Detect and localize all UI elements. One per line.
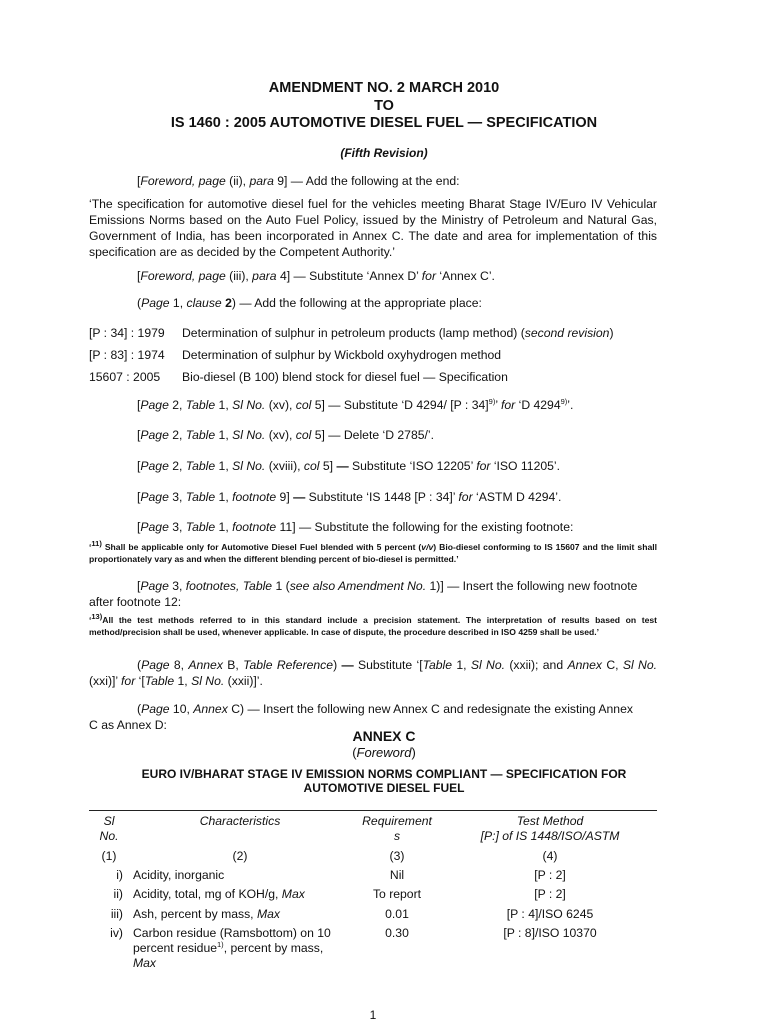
table-row-test-method: [P : 2] [534,868,566,882]
column-number: (3) [389,849,405,863]
amendment-new-footnote-cont: after footnote 12: [89,595,182,609]
table-row-test-method: [P : 8]/ISO 10370 [503,926,597,940]
table-row-test-method: [P : 2] [534,887,566,901]
title-to: TO [374,98,394,114]
table-row-sl: ii) [113,887,123,901]
table-row-requirement: 0.01 [385,907,409,921]
footnote-11-text: ‘$^{11)}$ Shall be applicable only for Automotive Diesel Fuel blended with 5 percent (v/v) Bio-diesel conforming to IS 15607 and the limit shall proportionately vary as and when the different blending percent of bio-diesel is permitted.’ [89,539,657,564]
annex-subtitle: (Foreword) [352,745,416,760]
table-header-requirements: Requirement s [362,814,432,843]
annex-heading-line1: EURO IV/BHARAT STAGE IV EMISSION NORMS COMPLIANT — SPECIFICATION FOR [141,767,627,781]
reference-description: Bio-diesel (B 100) blend stock for diesel fuel — Specification [182,370,508,384]
amendment-table1-xv-delete: [Page 2, Table 1, Sl No. (xv), col 5] — Delete ‘D 2785/’. [137,428,434,442]
page-number: 1 [369,1008,377,1022]
annex-title: ANNEX C [352,728,416,744]
table-header-sl: Sl No. [99,814,119,843]
reference-code: 15607 : 2005 [89,370,161,384]
amendment-insert-annex-c-cont: C as Annex D: [89,718,167,732]
amendment-table1-xv-substitute: [Page 2, Table 1, Sl No. (xv), col 5] — Substitute ‘D 4294/ [P : 34]$^{9)}$’ for ‘D 4294$^{9)}$’. [137,396,574,412]
table-row-characteristic: Acidity, total, mg of KOH/g, Max [133,887,305,901]
table-row-requirement: 0.30 [385,926,409,940]
table-row-characteristic: Ash, percent by mass, Max [133,907,280,921]
column-number: (2) [232,849,248,863]
column-number: (4) [542,849,558,863]
revision-label: (Fifth Revision) [340,146,428,160]
table-row-requirement: Nil [389,868,405,882]
table-header-test-method: Test Method [P:] of IS 1448/ISO/ASTM [480,814,620,843]
amendment-footnote11: [Page 3, Table 1, footnote 11] — Substitute the following for the existing footnote: [137,520,574,534]
reference-description: Determination of sulphur in petroleum products (lamp method) (second revision) [182,326,614,340]
column-number: (1) [101,849,117,863]
foreword-para9-instruction: [Foreword, page (ii), para 9] — Add the following at the end: [137,174,460,188]
standard-title: IS 1460 : 2005 AUTOMOTIVE DIESEL FUEL — SPECIFICATION [170,115,598,131]
reference-code: [P : 34] : 1979 [89,326,165,340]
clause2-instruction: (Page 1, clause 2) — Add the following at the appropriate place: [137,296,482,310]
table-row-requirement: To report [372,887,422,901]
amendment-new-footnote: [Page 3, footnotes, Table 1 (see also Amendment No. 1)] — Insert the following new footnote [137,579,638,593]
table-top-rule [89,810,657,811]
table-row-sl: iii) [110,907,123,921]
reference-code: [P : 83] : 1974 [89,348,165,362]
foreword-para4-instruction: [Foreword, page (iii), para 4] — Substitute ‘Annex D’ for ‘Annex C’. [137,269,495,283]
table-header-characteristics: Characteristics [199,814,281,828]
table-row-sl: iv) [110,926,123,940]
footnote-13-text: ‘$^{13)}$All the test methods referred to in this standard include a precision statement. The interpretation of results based on test method/precision shall be used, whenever applicable. In case of dispute, the procedure described in ISO 4259 shall be used.’ [89,612,657,637]
table-row-test-method: [P : 4]/ISO 6245 [506,907,594,921]
amendment-annex-b: (Page 8, Annex B, Table Reference) — Substitute ‘[Table 1, Sl No. (xxii); and Annex C, Sl No. (xxi)]’ for ‘[Table 1, Sl No. (xxii)]’. [89,658,658,688]
amendment-footnote9: [Page 3, Table 1, footnote 9] — Substitute ‘IS 1448 [P : 34]’ for ‘ASTM D 4294’. [137,490,562,504]
table-row-characteristic: Carbon residue (Ramsbottom) on 10 percent residue$^{1)}$, percent by mass, Max [133,926,331,970]
table-row-sl: i) [116,868,123,882]
amendment-insert-annex-c: (Page 10, Annex C) — Insert the following new Annex C and redesignate the existing Annex [137,702,633,716]
annex-heading-line2: AUTOMOTIVE DIESEL FUEL [303,781,465,795]
reference-description: Determination of sulphur by Wickbold oxyhydrogen method [182,348,502,362]
foreword-quote: ‘The specification for automotive diesel fuel for the vehicles meeting Bharat Stage IV/Euro IV Vehicular Emissions Norms based on the Auto Fuel Policy, issued by the Ministry of Petroleum and Natural Gas, Government of India, has been incorporated in Annex C. The date and area for implementation of this specification are as decided by the Competent Authority.’ [89,197,657,259]
table-row-characteristic: Acidity, inorganic [133,868,225,882]
amendment-title: AMENDMENT NO. 2 MARCH 2010 [268,80,500,96]
amendment-table1-xviii: [Page 2, Table 1, Sl No. (xviii), col 5] — Substitute ‘ISO 12205’ for ‘ISO 11205’. [137,459,561,473]
